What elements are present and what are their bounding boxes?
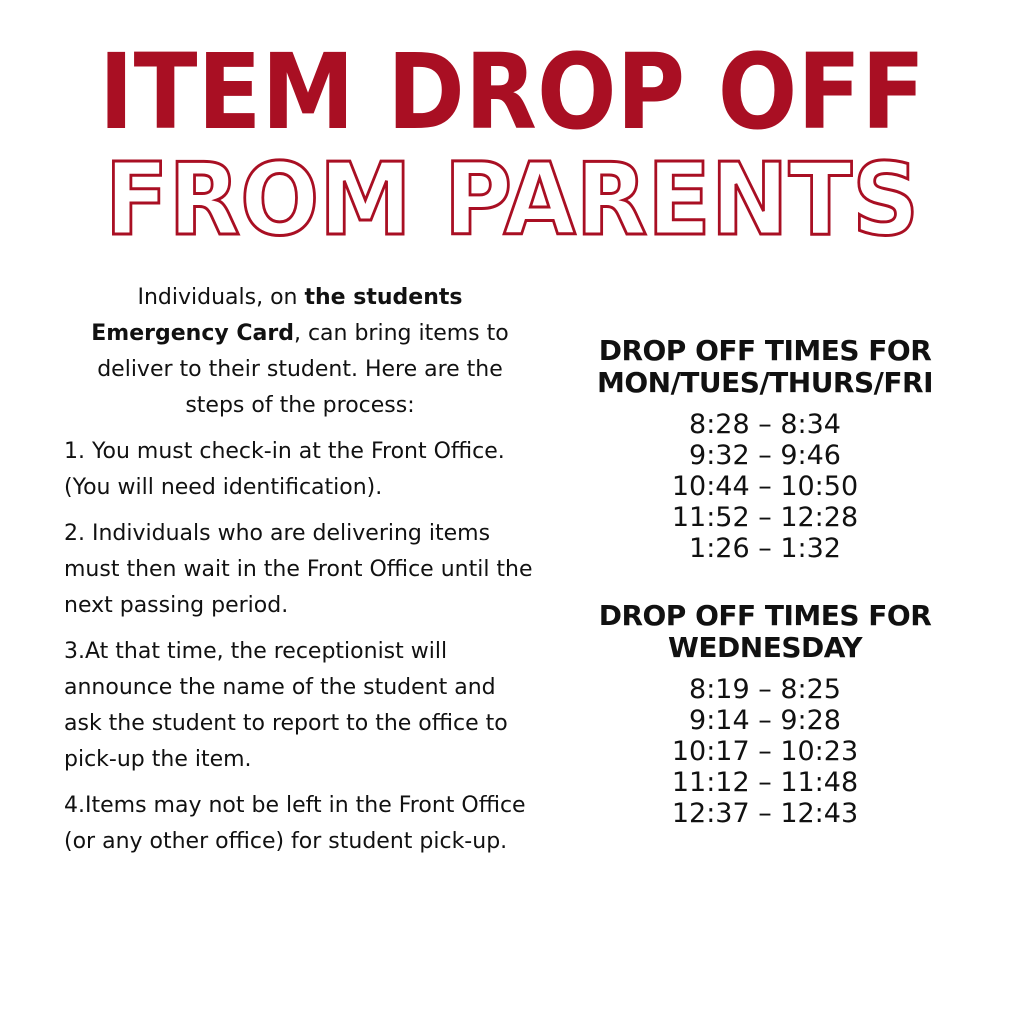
- step-3: 3.At that time, the receptionist will announce the name of the student and ask the student to report to the office to pick-up the item.: [64, 639, 508, 772]
- title-line-2: FROM PARENTS: [104, 141, 920, 258]
- time-slot: 11:52 – 12:28: [671, 502, 859, 533]
- time-slot: 8:19 – 8:25: [689, 674, 841, 705]
- instructions: [64, 280, 536, 870]
- schedule-wednesday-times: [560, 674, 970, 829]
- time-slot: 9:14 – 9:28: [689, 705, 841, 736]
- intro-text-after: , can bring items to deliver to their student. Here are the steps of the process:: [97, 321, 509, 418]
- time-slot: 10:44 – 10:50: [671, 471, 859, 502]
- schedule-weekdays-times: [560, 409, 970, 564]
- time-slot: 12:37 – 12:43: [671, 798, 859, 829]
- schedule-weekdays-title: DROP OFF TIMES FOR MON/TUES/THURS/FRI: [596, 334, 933, 399]
- schedule-wednesday-title: DROP OFF TIMES FOR WEDNESDAY: [598, 599, 932, 664]
- schedule-weekdays: [560, 335, 970, 564]
- intro-paragraph: [64, 280, 536, 424]
- schedules: [560, 335, 970, 829]
- schedule-wednesday: [560, 600, 970, 829]
- time-slot: 1:26 – 1:32: [689, 533, 841, 564]
- time-slot: 11:12 – 11:48: [671, 767, 859, 798]
- time-slot: 10:17 – 10:23: [671, 736, 859, 767]
- time-slot: 9:32 – 9:46: [689, 440, 841, 471]
- step-1: 1. You must check-in at the Front Office. (You will need identification).: [64, 439, 505, 500]
- intro-bold: the students Emergency Card: [91, 285, 463, 346]
- time-slot: 8:28 – 8:34: [689, 409, 841, 440]
- step-4: 4.Items may not be left in the Front Office (or any other office) for student pick-up.: [64, 793, 526, 854]
- intro-text-before: Individuals, on: [137, 285, 305, 310]
- step-2: 2. Individuals who are delivering items must then wait in the Front Office until the next passing period.: [64, 521, 533, 618]
- title-line-1: ITEM DROP OFF: [98, 31, 926, 153]
